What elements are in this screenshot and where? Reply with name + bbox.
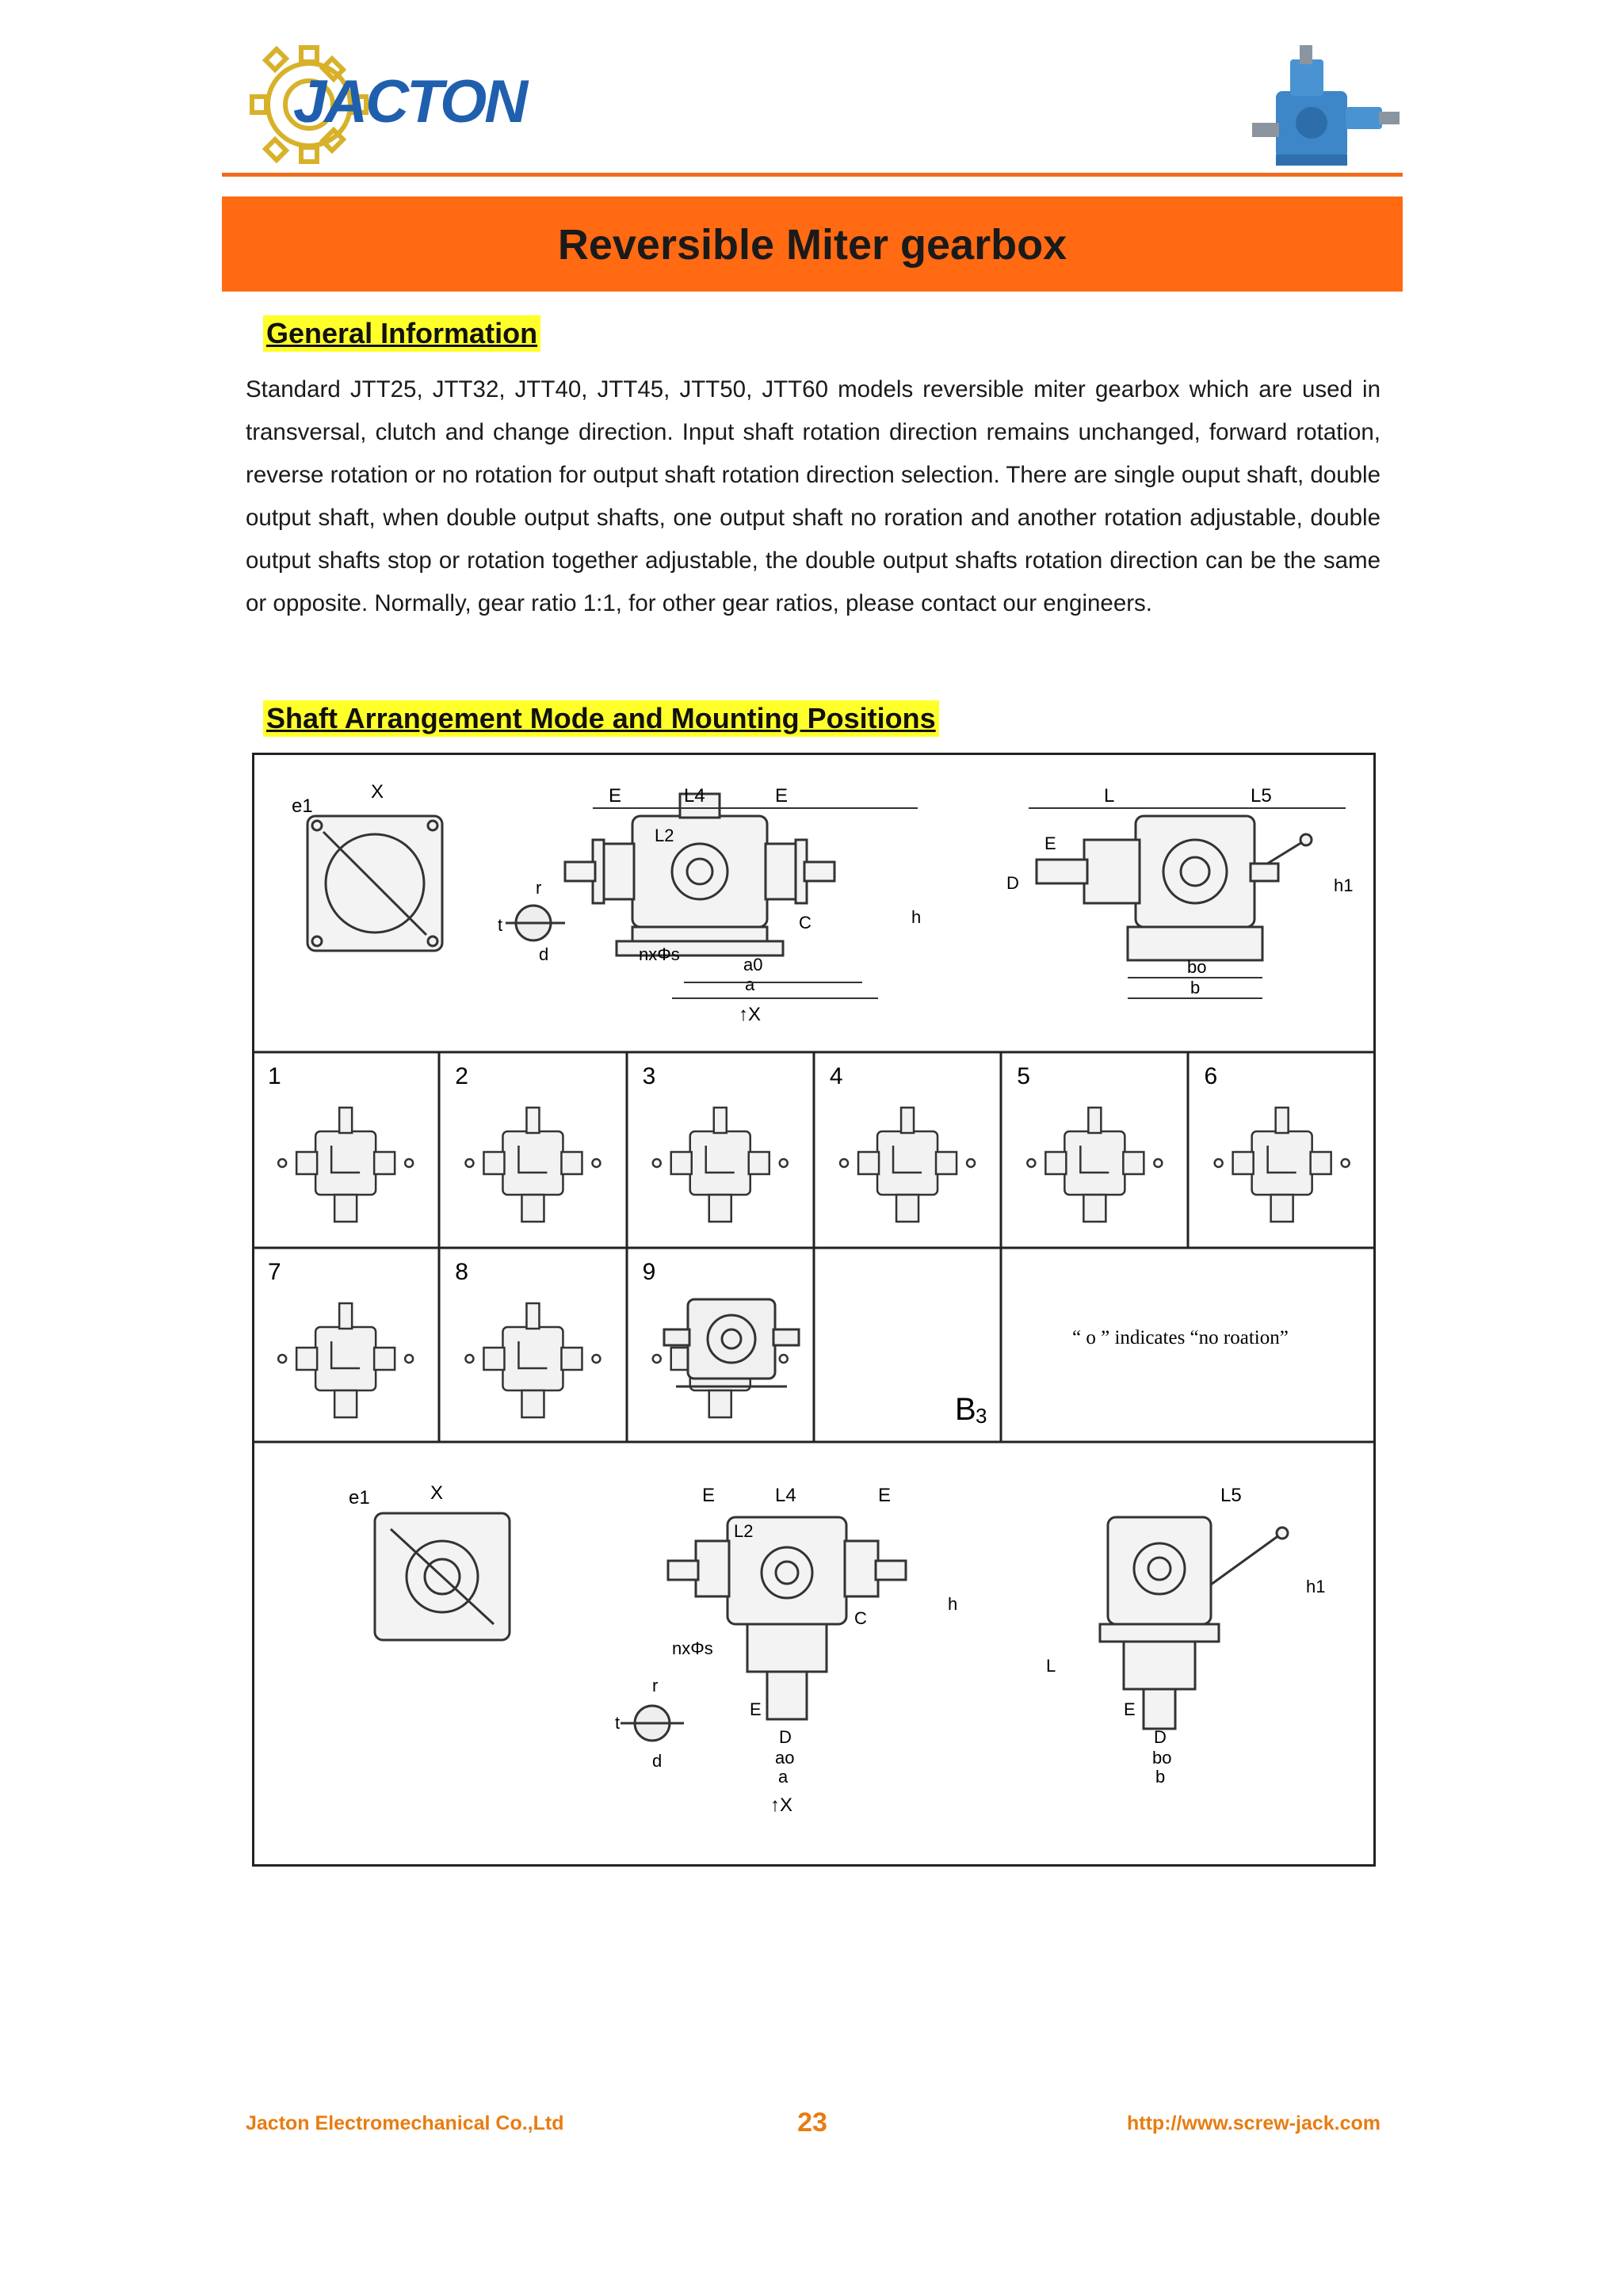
- top-label-r: r: [536, 878, 542, 898]
- top-label-l: L: [1104, 785, 1115, 807]
- position-number: 3: [642, 1063, 656, 1089]
- mount-b3-drawing: [664, 1299, 799, 1386]
- top-label-t: t: [498, 915, 503, 935]
- bottom-label-d-side: D: [1154, 1727, 1167, 1747]
- bottom-label-e-low: E: [750, 1699, 762, 1719]
- position-cell-4: [830, 1063, 975, 1222]
- page-number: 23: [797, 2107, 827, 2138]
- top-label-d: d: [539, 944, 549, 964]
- general-information-paragraph: Standard JTT25, JTT32, JTT40, JTT45, JTT50, JTT60 models reversible miter gearbox which are used in transversal, clutch and change direction. Input shaft rotation direction remains unchanged, forward rotation, reverse rotation or no rotation for output shaft rotation direction selection. There are single ouput shaft, double output shaft, when double output shafts, one output shaft no roration and another rotation adjustable, double output shafts stop or rotation together adjustable, the double output shafts rotation direction can be the same or opposite. Normally, gear ratio 1:1, for other gear ratios, please contact our engineers.: [246, 376, 1381, 616]
- top-label-arrow-x: ↑X: [739, 1004, 762, 1025]
- no-rotation-legend: “ o ” indicates “no roation”: [1072, 1327, 1289, 1348]
- position-number: 2: [455, 1063, 468, 1089]
- top-label-a: a: [745, 974, 755, 994]
- position-number: 8: [455, 1259, 468, 1285]
- position-number: 9: [642, 1259, 656, 1285]
- position-cell-6: [1205, 1063, 1350, 1222]
- gearbox-schematic-icon: [465, 1108, 600, 1222]
- position-number: 1: [268, 1063, 281, 1089]
- title-banner: [222, 196, 1403, 292]
- top-label-l5: L5: [1251, 785, 1272, 807]
- bottom-label-a0: ao: [775, 1748, 795, 1768]
- bottom-keyway-section: [621, 1706, 684, 1741]
- bottom-front-view: [668, 1517, 906, 1719]
- gearbox-schematic-icon: [465, 1303, 600, 1417]
- bottom-label-r: r: [652, 1676, 659, 1695]
- top-view-flange: [307, 816, 442, 951]
- position-number: 4: [829, 1063, 843, 1089]
- top-label-l4: L4: [684, 785, 705, 807]
- section-heading-shaft-arrangement: Shaft Arrangement Mode and Mounting Positions: [263, 700, 939, 737]
- top-label-nxs: nxΦs: [639, 944, 680, 964]
- top-label-b: b: [1190, 978, 1201, 997]
- position-cell-5: [1017, 1063, 1162, 1222]
- bottom-label-l: L: [1046, 1656, 1056, 1676]
- top-label-c: C: [799, 913, 812, 933]
- bottom-label-e-left: E: [702, 1485, 716, 1506]
- gearbox-schematic-icon: [1027, 1108, 1162, 1222]
- bottom-label-b: b: [1155, 1767, 1166, 1787]
- gearbox-schematic-icon: [278, 1108, 413, 1222]
- logo-wordmark: JACTON: [293, 68, 526, 135]
- section-heading-general: General Information: [263, 315, 540, 352]
- top-label-e-side: E: [1044, 833, 1056, 853]
- position-cell-1: [268, 1063, 413, 1222]
- position-number: 6: [1204, 1063, 1218, 1089]
- bottom-label-a: a: [778, 1767, 789, 1787]
- bottom-label-d-key: d: [652, 1751, 663, 1771]
- top-front-view: [565, 794, 834, 955]
- top-label-h: h: [911, 907, 922, 927]
- gearbox-schematic-icon: [278, 1303, 413, 1417]
- top-label-e-right: E: [775, 785, 789, 807]
- bottom-label-e-right: E: [878, 1485, 892, 1506]
- position-cell-8: [455, 1259, 600, 1417]
- top-label-h1: h1: [1334, 875, 1354, 895]
- position-number: 7: [268, 1259, 281, 1285]
- gearbox-schematic-icon: [1215, 1108, 1350, 1222]
- footer-company: Jacton Electromechanical Co.,Ltd: [246, 2112, 564, 2134]
- shaft-arrangement-figure: [252, 753, 1376, 1867]
- bottom-label-l4: L4: [775, 1485, 796, 1506]
- bottom-label-b0: bo: [1152, 1748, 1172, 1768]
- page-title: Reversible Miter gearbox: [557, 221, 1067, 269]
- bottom-top-view: [375, 1513, 510, 1640]
- mount-label-subscript: 3: [976, 1404, 987, 1428]
- top-label-l2: L2: [655, 826, 674, 845]
- bottom-label-e-side: E: [1124, 1699, 1136, 1719]
- mount-label-b: B: [955, 1392, 976, 1427]
- bottom-label-l2: L2: [734, 1521, 754, 1541]
- top-label-e-left: E: [609, 785, 622, 807]
- bottom-label-d: D: [779, 1727, 792, 1747]
- bottom-label-h: h: [948, 1594, 958, 1614]
- gearbox-product-image: [1244, 44, 1403, 178]
- bottom-label-nxs: nxΦs: [672, 1638, 713, 1658]
- position-cell-2: [455, 1063, 600, 1222]
- top-label-e1: e1: [292, 795, 313, 817]
- bottom-label-e1: e1: [349, 1487, 370, 1508]
- bottom-side-view: [1100, 1517, 1288, 1729]
- bottom-label-l5: L5: [1220, 1485, 1242, 1506]
- top-keyway-section: [506, 906, 565, 940]
- position-cell-3: [643, 1063, 788, 1222]
- bottom-label-c: C: [854, 1608, 867, 1628]
- bottom-label-arrow-x: ↑X: [770, 1794, 793, 1816]
- bottom-label-t: t: [615, 1713, 621, 1733]
- top-label-d-shaft: D: [1006, 873, 1019, 893]
- header-divider: [222, 173, 1403, 177]
- gearbox-schematic-icon: [653, 1108, 788, 1222]
- footer-url-link[interactable]: http://www.screw-jack.com: [1127, 2112, 1381, 2134]
- top-label-b0: bo: [1187, 957, 1207, 977]
- gearbox-schematic-icon: [840, 1108, 975, 1222]
- bottom-label-h1: h1: [1306, 1577, 1326, 1596]
- top-side-view: [1037, 816, 1312, 960]
- bottom-label-x: X: [430, 1482, 444, 1504]
- position-cell-7: [268, 1259, 413, 1417]
- position-number: 5: [1017, 1063, 1030, 1089]
- top-label-x: X: [371, 781, 384, 803]
- top-label-a0: a0: [743, 955, 763, 974]
